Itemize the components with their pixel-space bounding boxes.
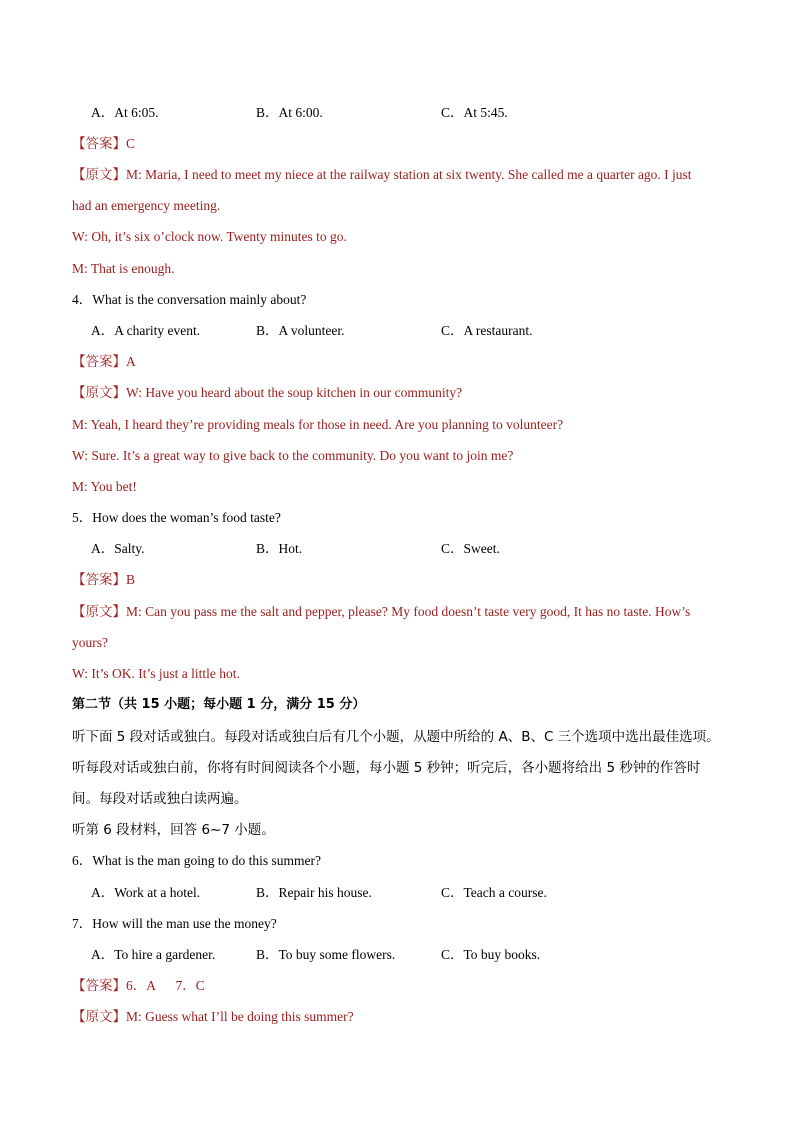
answer-label: 【答案】 xyxy=(72,136,126,152)
q3-script-line-2: had an emergency meeting. xyxy=(72,198,221,213)
section-instructions-line-3: 间。每段对话或独白读两遍。 xyxy=(72,791,248,807)
script-label: 【原文】 xyxy=(72,1009,126,1025)
answer-label: 【答案】 xyxy=(72,978,126,994)
answer-value: B xyxy=(126,572,136,587)
q4-answer xyxy=(72,352,136,372)
q3-option-b: B．At 6:00. xyxy=(256,105,323,120)
section-instructions-line-1: 听下面 5 段对话或独白。每段对话或独白后有几个小题，从题中所给的 A、B、C 三个选项中选出最佳选项。 xyxy=(72,729,720,745)
q7-question: 7．How will the man use the money? xyxy=(72,916,277,931)
q5-question: 5．How does the woman’s food taste? xyxy=(72,510,281,525)
script-text: M: Can you pass me the salt and pepper, please? My food doesn’t taste very good, It has no taste. How’s xyxy=(126,604,691,619)
q4-script-line-4: M: You bet! xyxy=(72,479,137,494)
q5-script-line-1 xyxy=(72,602,690,622)
answer-value: C xyxy=(126,136,136,151)
script-label: 【原文】 xyxy=(72,167,126,183)
q7-option-b: B．To buy some flowers. xyxy=(256,947,396,962)
q4-option-a: A．A charity event. xyxy=(91,323,201,338)
script-label: 【原文】 xyxy=(72,385,126,401)
answer-value: 6．A 7．C xyxy=(126,978,205,993)
q4-option-b: B．A volunteer. xyxy=(256,323,345,338)
q3-answer xyxy=(72,134,135,154)
q6-option-c: C．Teach a course. xyxy=(441,885,547,900)
answer-label: 【答案】 xyxy=(72,354,126,370)
script-text: W: Have you heard about the soup kitchen in our community? xyxy=(126,385,463,400)
q4-script-line-3: W: Sure. It’s a great way to give back to the community. Do you want to join me? xyxy=(72,448,514,463)
answer-value: A xyxy=(126,354,136,369)
q5-script-line-3: W: It’s OK. It’s just a little hot. xyxy=(72,666,240,681)
q5-option-a: A．Salty. xyxy=(91,541,145,556)
answer-label: 【答案】 xyxy=(72,572,126,588)
q67-script-line-1 xyxy=(72,1007,354,1027)
q3-option-a: A．At 6:05. xyxy=(91,105,159,120)
q7-option-a: A．To hire a gardener. xyxy=(91,947,216,962)
q6-option-a: A．Work at a hotel. xyxy=(91,885,201,900)
q5-option-b: B．Hot. xyxy=(256,541,303,556)
q3-option-c: C．At 5:45. xyxy=(441,105,508,120)
script-text: M: Maria, I need to meet my niece at the railway station at six twenty. She called me a quarter ago. I just xyxy=(126,167,692,182)
q5-script-line-2: yours? xyxy=(72,635,108,650)
q4-question: 4．What is the conversation mainly about? xyxy=(72,292,307,307)
section-instructions-line-2: 听每段对话或独白前，你将有时间阅读各个小题，每小题 5 秒钟；听完后，各小题将给出 5 秒钟的作答时 xyxy=(72,760,701,776)
q7-option-c: C．To buy books. xyxy=(441,947,541,962)
section-heading: 第二节（共 15 小题；每小题 1 分，满分 15 分） xyxy=(72,697,366,712)
q3-script-line-1 xyxy=(72,165,692,185)
q6-question: 6．What is the man going to do this summer? xyxy=(72,853,321,868)
q3-script-line-3: W: Oh, it’s six o’clock now. Twenty minutes to go. xyxy=(72,229,347,244)
script-text: M: Guess what I’ll be doing this summer? xyxy=(126,1009,354,1024)
q6-option-b: B．Repair his house. xyxy=(256,885,372,900)
q67-answer xyxy=(72,976,205,996)
q4-script-line-1 xyxy=(72,383,462,403)
material-6-note: 听第 6 段材料，回答 6~7 小题。 xyxy=(72,822,275,838)
q4-option-c: C．A restaurant. xyxy=(441,323,533,338)
q5-answer xyxy=(72,570,135,590)
q5-option-c: C．Sweet. xyxy=(441,541,500,556)
q4-script-line-2: M: Yeah, I heard they’re providing meals for those in need. Are you planning to volunteer? xyxy=(72,417,564,432)
q3-script-line-4: M: That is enough. xyxy=(72,261,175,276)
script-label: 【原文】 xyxy=(72,604,126,620)
